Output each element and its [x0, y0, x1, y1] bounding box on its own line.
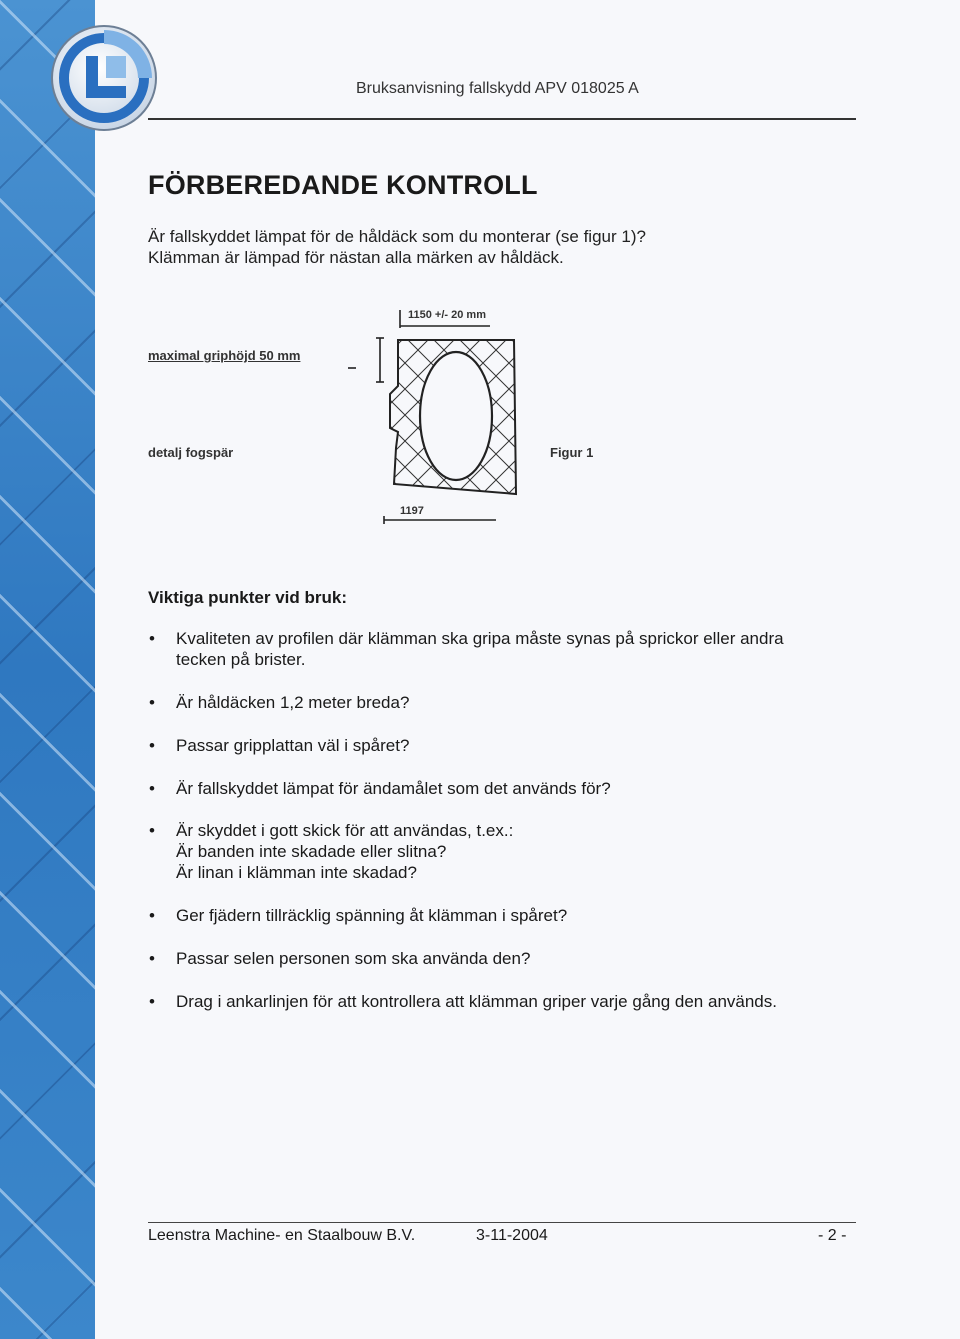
list-item-text: Passar gripplattan väl i spåret? [176, 736, 410, 755]
list-item [148, 991, 848, 1012]
figure-label-joint-groove: detalj fogspär [148, 445, 234, 460]
page-title: FÖRBEREDANDE KONTROLL [148, 170, 538, 200]
footer-company: Leenstra Machine- en Staalbouw B.V. [148, 1227, 416, 1244]
list-item-text: Passar selen personen som ska använda den? [176, 949, 531, 968]
list-item-text: Drag i ankarlinjen för att kontrollera att klämman griper varje gång den används. [176, 992, 777, 1011]
intro-paragraph [148, 226, 646, 268]
list-item-text: tecken på brister. [176, 650, 306, 669]
figure-caption: Figur 1 [550, 445, 594, 460]
decorative-side-strip [0, 0, 95, 1339]
intro-line: Är fallskyddet lämpat för de håldäck som du monterar (se figur 1)? [148, 227, 646, 246]
figure-label-bottom-width: 1197 [400, 505, 424, 517]
list-item-text: Är håldäcken 1,2 meter breda? [176, 693, 410, 712]
bullet-icon: • [149, 949, 155, 968]
figure-label-top-width: 1150 +/- 20 mm [408, 309, 486, 321]
hollow-core-slab-diagram [340, 298, 540, 528]
bullet-icon: • [149, 906, 155, 925]
footer-page-number: - 2 - [818, 1227, 847, 1244]
list-item-text: Är banden inte skadade eller slitna? [176, 842, 447, 861]
list-item-text: Är skyddet i gott skick för att användas, t.ex.: [176, 821, 514, 840]
list-item-text: Ger fjädern tillräcklig spänning åt klämman i spåret? [176, 906, 568, 925]
list-item [148, 628, 848, 670]
footer-divider [148, 1222, 856, 1223]
bullet-icon: • [149, 693, 155, 712]
bullet-icon: • [149, 821, 155, 840]
list-item [148, 948, 848, 969]
list-item [148, 692, 848, 713]
section-heading: Viktiga punkter vid bruk: [148, 588, 348, 607]
bullet-icon: • [149, 629, 155, 648]
intro-line: Klämman är lämpad för nästan alla märken av håldäck. [148, 248, 564, 267]
list-item [148, 735, 848, 756]
list-item-text: Är fallskyddet lämpat för ändamålet som det används för? [176, 779, 611, 798]
list-item-text: Kvaliteten av profilen där klämman ska gripa måste synas på sprickor eller andra [176, 629, 784, 648]
footer-date: 3-11-2004 [476, 1227, 548, 1244]
checklist [148, 628, 848, 1012]
list-item [148, 778, 848, 799]
company-logo-icon [48, 22, 160, 134]
bullet-icon: • [149, 779, 155, 798]
bullet-icon: • [149, 736, 155, 755]
header-divider [148, 118, 856, 120]
figure-label-grip-height: maximal griphöjd 50 mm [148, 348, 301, 363]
header-document-title: Bruksanvisning fallskydd APV 018025 A [356, 80, 639, 97]
list-item-text: Är linan i klämman inte skadad? [176, 863, 417, 882]
list-item [148, 905, 848, 926]
bullet-icon: • [149, 992, 155, 1011]
list-item [148, 820, 848, 883]
